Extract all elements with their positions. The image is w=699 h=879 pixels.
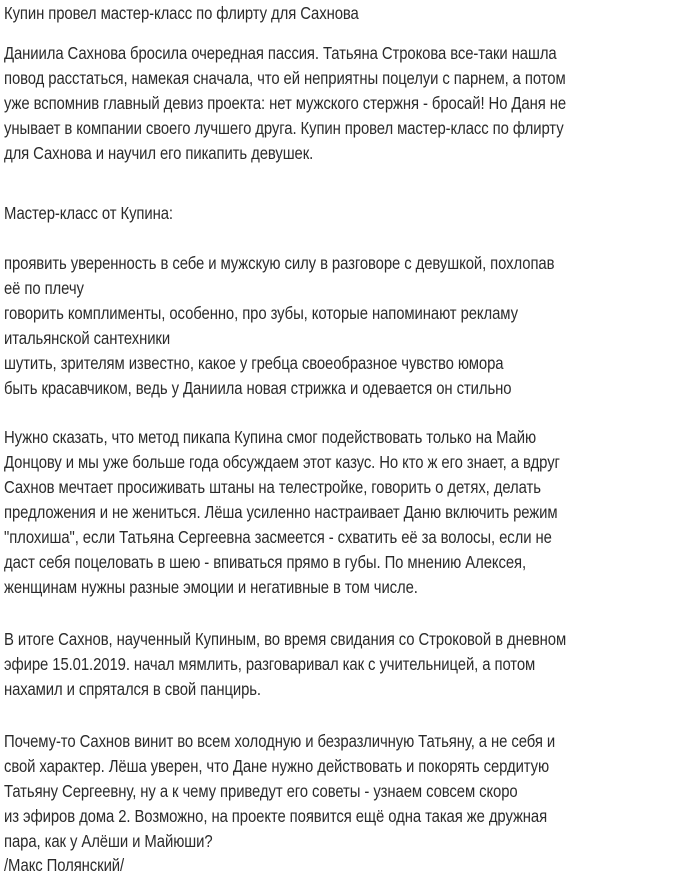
list-item: её по плечу — [4, 278, 84, 298]
text-line: предложения и не жениться. Лёша усиленно настраивает Даню включить режим — [4, 502, 558, 522]
text-line: Сахнов мечтает просиживать штаны на телестройке, говорить о детях, делать — [4, 477, 541, 497]
text-line: унывает в компании своего лучшего друга. Купин провел мастер-класс по флирту — [4, 118, 564, 138]
list-item: проявить уверенность в себе и мужскую силу в разговоре с девушкой, похлопав — [4, 253, 555, 273]
text-line: пара, как у Алёши и Майюши? — [4, 831, 213, 851]
text-line: уже вспомнив главный девиз проекта: нет мужского стержня - бросай! Но Даня не — [4, 93, 567, 113]
author-signature: /Макс Полянский/ — [4, 855, 125, 875]
text-line: "плохиша", если Татьяна Сергеевна засмеется - схватить её за волосы, если не — [4, 527, 552, 547]
list-item: говорить комплименты, особенно, про зубы, которые напоминают рекламу — [4, 303, 518, 323]
text-line: Даниила Сахнова бросила очередная пассия. Татьяна Строкова все-таки нашла — [4, 43, 557, 63]
text-line: нахамил и спрятался в свой панцирь. — [4, 679, 261, 699]
text-line: для Сахнова и научил его пикапить девушек. — [4, 143, 314, 163]
text-line: Почему-то Сахнов винит во всем холодную и безразличную Татьяну, а не себя и — [4, 731, 556, 751]
text-line: эфире 15.01.2019. начал мямлить, разговаривал как с учительницей, а потом — [4, 654, 536, 674]
text-line: Татьяну Сергеевну, ну а к чему приведут его советы - узнаем совсем скоро — [4, 781, 518, 801]
text-line: Донцову и мы уже больше года обсуждаем этот казус. Но кто ж его знает, а вдруг — [4, 452, 560, 472]
text-line: свой характер. Лёша уверен, что Дане нужно действовать и покорять сердитую — [4, 756, 550, 776]
text-line: даст себя поцеловать в шею - впиваться прямо в губы. По мнению Алексея, — [4, 552, 527, 572]
list-item: шутить, зрителям известно, какое у гребца своеобразное чувство юмора — [4, 353, 504, 373]
list-heading: Мастер-класс от Купина: — [4, 203, 173, 223]
list-item: итальянской сантехники — [4, 328, 171, 348]
text-line: из эфиров дома 2. Возможно, на проекте появится ещё одна такая же дружная — [4, 806, 548, 826]
text-line: повод расстаться, намекая сначала, что ей неприятны поцелуи с парнем, а потом — [4, 68, 566, 88]
list-item: быть красавчиком, ведь у Даниила новая стрижка и одевается он стильно — [4, 378, 512, 398]
article-title: Купин провел мастер-класс по флирту для Сахнова — [4, 3, 359, 23]
text-line: Нужно сказать, что метод пикапа Купина смог подействовать только на Майю — [4, 427, 537, 447]
text-line: В итоге Сахнов, наученный Купиным, во время свидания со Строковой в дневном — [4, 629, 567, 649]
text-line: женщинам нужны разные эмоции и негативные в том числе. — [4, 577, 418, 597]
